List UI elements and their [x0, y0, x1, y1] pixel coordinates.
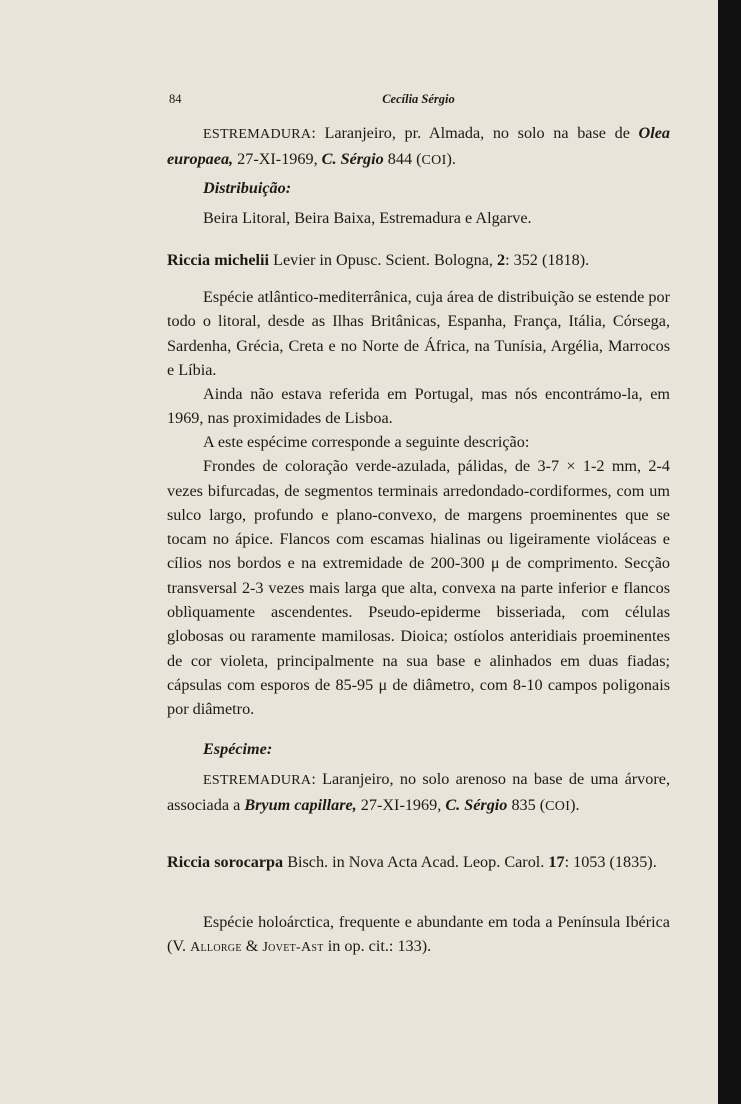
paragraph: A este espécime corresponde a seguinte descrição: [203, 433, 530, 451]
sorocarpa-paragraph: Espécie holoárctica, frequente e abundante em toda a Península Ibérica (V. Allorge & Jovet-Ast in op. cit.: 133). [167, 913, 670, 956]
specimen-record-2: ESTREMADURA: Laranjeiro, no solo arenoso na base de uma árvore, associada a Bryum capillare, 27-XI-1969, C. Sérgio 835 (COI). [167, 770, 670, 815]
species-name: Riccia sorocarpa [167, 853, 284, 871]
description-block [167, 285, 670, 431]
species-entry-riccia-sorocarpa: Riccia sorocarpa Bisch. in Nova Acta Acad. Leop. Carol. 17: 1053 (1835). [167, 853, 657, 871]
specimen-heading: Espécime: [203, 740, 273, 758]
distribution-text: Beira Litoral, Beira Baixa, Estremadura e Algarve. [203, 209, 532, 227]
book-spine-shadow [718, 0, 741, 1104]
specimen-paragraph: ESTREMADURA: Laranjeiro, pr. Almada, no solo na base de Olea europaea, 27-XI-1969, C. Sérgio 844 (COI). [167, 124, 670, 169]
description-block-2 [167, 430, 670, 722]
species-name: Riccia michelii [167, 251, 270, 269]
running-title: Cecília Sérgio [382, 92, 455, 106]
page-number: 84 [169, 92, 182, 106]
specimen-record-1 [167, 121, 670, 174]
distribution-heading: Distribuição: [203, 179, 292, 197]
paragraph: Frondes de coloração verde-azulada, pálidas, de 3-7 × 1-2 mm, 2-4 vezes bifurcadas, de segmentos terminais arredondado-cordiformes, com um sulco largo, profundo e plano-convexo, de margens proeminentes que se tocam no ápice. Flancos com escamas hialinas ou ligeiramente violáceas e cílios nos bordos e na extremidade de 200-300 μ de comprimento. Secção transversal 2-3 vezes mais larga que alta, convexa na parte inferior e flancos oblìquamente ascendentes. Pseudo-epiderme bisseriada, com células globosas ou raramente mamilosas. Dioica; ostíolos anteridiais proeminentes de cor violeta, principalmente na sua base e alinhados em duas fiadas; cápsulas com esporos de 85-95 μ de diâmetro, com 8-10 campos poligonais por diâmetro. [167, 457, 670, 719]
paragraph: Espécie atlântico-mediterrânica, cuja área de distribuição se estende por todo o litoral, desde as Ilhas Britânicas, Espanha, França, Itália, Córsega, Sardenha, Grécia, Creta e no Norte de África, na Tunísia, Argélia, Marrocos e Líbia. [167, 288, 670, 379]
species-entry-riccia-michelii: Riccia michelii Levier in Opusc. Scient. Bologna, 2: 352 (1818). [167, 251, 590, 269]
paragraph: Ainda não estava referida em Portugal, mas nós encontrámo-la, em 1969, nas proximidades de Lisboa. [167, 385, 670, 428]
